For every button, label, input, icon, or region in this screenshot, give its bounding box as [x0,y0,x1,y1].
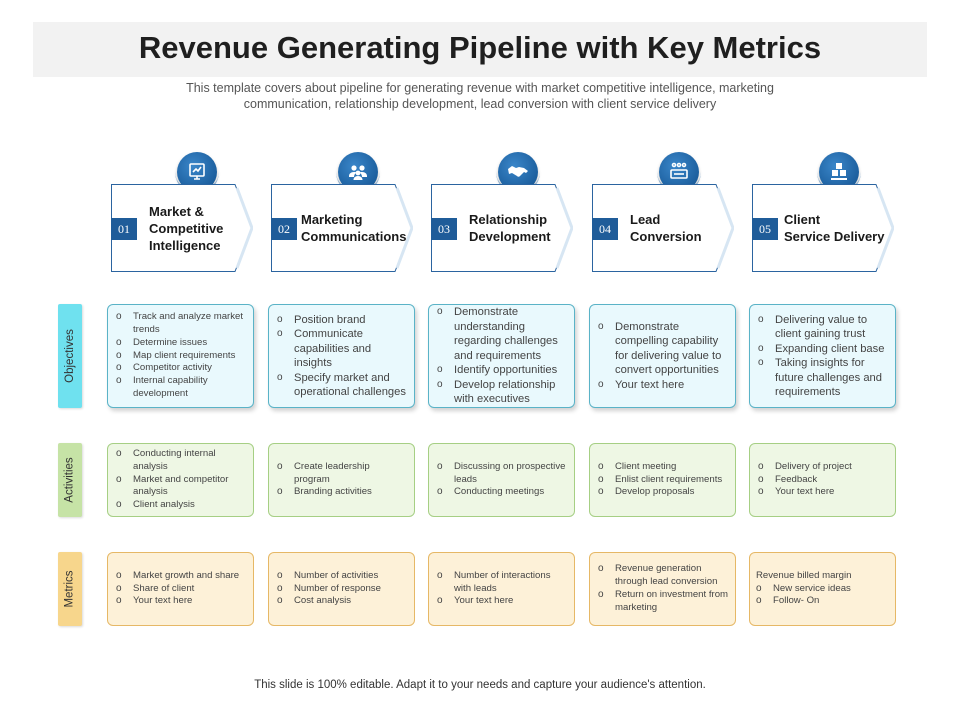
objectives-card-02 [268,304,415,408]
activities-card-01 [107,443,254,517]
footer-note: This slide is 100% editable. Adapt it to your needs and capture your audience's attention. [254,679,706,691]
row-label-metrics [58,552,82,626]
stage-chevron-01 [111,184,253,272]
list-item: o Communicate capabilities and insights [277,327,408,371]
stage-label: Relationship Development [469,212,551,244]
stage-number: 04 [592,218,618,240]
stage-number: 03 [431,218,457,240]
stage-label: Client Service Delivery [784,212,885,244]
list-item: o Your text here [116,595,247,608]
stage-chevron-05 [752,184,894,272]
row-label-text: Metrics [64,570,76,608]
list-item: o Return on investment from marketing [598,589,729,615]
list-item: o Delivery of project [758,461,889,474]
list-item: o Identify opportunities [437,363,568,378]
metrics-card-05 [749,552,896,626]
list-item: o Competitor activity [116,362,247,375]
list-item: o Branding activities [277,486,408,499]
list-item: o Follow- On [756,595,889,608]
list-item: o Create leadership program [277,461,408,487]
metrics-card-01 [107,552,254,626]
row-label-objectives [58,304,82,408]
activities-card-03 [428,443,575,517]
objectives-card-04 [589,304,736,408]
stage-chevron-02 [271,184,413,272]
activities-card-04 [589,443,736,517]
list-item: o Map client requirements [116,350,247,363]
list-item: o Track and analyze market trends [116,311,247,337]
list-item: o Your text here [758,486,889,499]
activities-card-02 [268,443,415,517]
list-item: o Expanding client base [758,342,889,357]
list-item: o Conducting meetings [437,486,568,499]
list-item: o Number of activities [277,570,408,583]
list-item: o New service ideas [756,583,889,596]
list-item: o Your text here [598,378,729,393]
list-item: o Market growth and share [116,570,247,583]
list-item: o Delivering value to client gaining trust [758,313,889,342]
activities-card-05 [749,443,896,517]
list-item: o Demonstrate understanding regarding challenges and requirements [437,305,568,363]
page-subtitle: This template covers about pipeline for generating revenue with market competitive intelligence, marketing communication, relationship development, lead conversion with client service delivery [186,81,774,111]
stage-chevron-04 [592,184,734,272]
objectives-card-05 [749,304,896,408]
list-item: o Client analysis [116,499,247,512]
list-item: o Taking insights for future challenges and requirements [758,356,889,400]
stage-number: 01 [111,218,137,240]
metrics-card-03 [428,552,575,626]
stage-label: Market & Competitive Intelligence [149,203,224,253]
metrics-card-04 [589,552,736,626]
list-item: o Feedback [758,474,889,487]
list-item: o Revenue generation through lead conversion [598,563,729,589]
stage-number: 02 [271,218,297,240]
row-label-text: Activities [64,457,76,503]
metrics-card-02 [268,552,415,626]
list-item: o Develop proposals [598,486,729,499]
stage-number: 05 [752,218,778,240]
list-item: o Number of response [277,583,408,596]
list-item: o Develop relationship with executives [437,378,568,407]
row-label-activities [58,443,82,517]
stage-label: Lead Conversion [630,212,702,244]
list-item: o Position brand [277,313,408,328]
list-item: o Discussing on prospective leads [437,461,568,487]
stage-label: Marketing Communications [301,212,407,244]
row-label-text: Objectives [64,329,76,383]
list-item: o Demonstrate compelling capability for delivering value to convert opportunities [598,320,729,378]
list-item: o Specify market and operational challenges [277,371,408,400]
stage-chevron-03 [431,184,573,272]
list-item: o Number of interactions with leads [437,570,568,596]
list-item: o Cost analysis [277,595,408,608]
list-item: o Market and competitor analysis [116,474,247,500]
page-title: Revenue Generating Pipeline with Key Metrics [138,30,822,65]
objectives-card-01 [107,304,254,408]
list-item: o Determine issues [116,337,247,350]
objectives-card-03 [428,304,575,408]
list-item: o Your text here [437,595,568,608]
list-item: o Client meeting [598,461,729,474]
metrics-lead: Revenue billed margin [756,569,852,581]
list-item: o Share of client [116,583,247,596]
list-item: o Internal capability development [116,375,247,401]
list-item: o Enlist client requirements [598,474,729,487]
list-item: o Conducting internal analysis [116,448,247,474]
